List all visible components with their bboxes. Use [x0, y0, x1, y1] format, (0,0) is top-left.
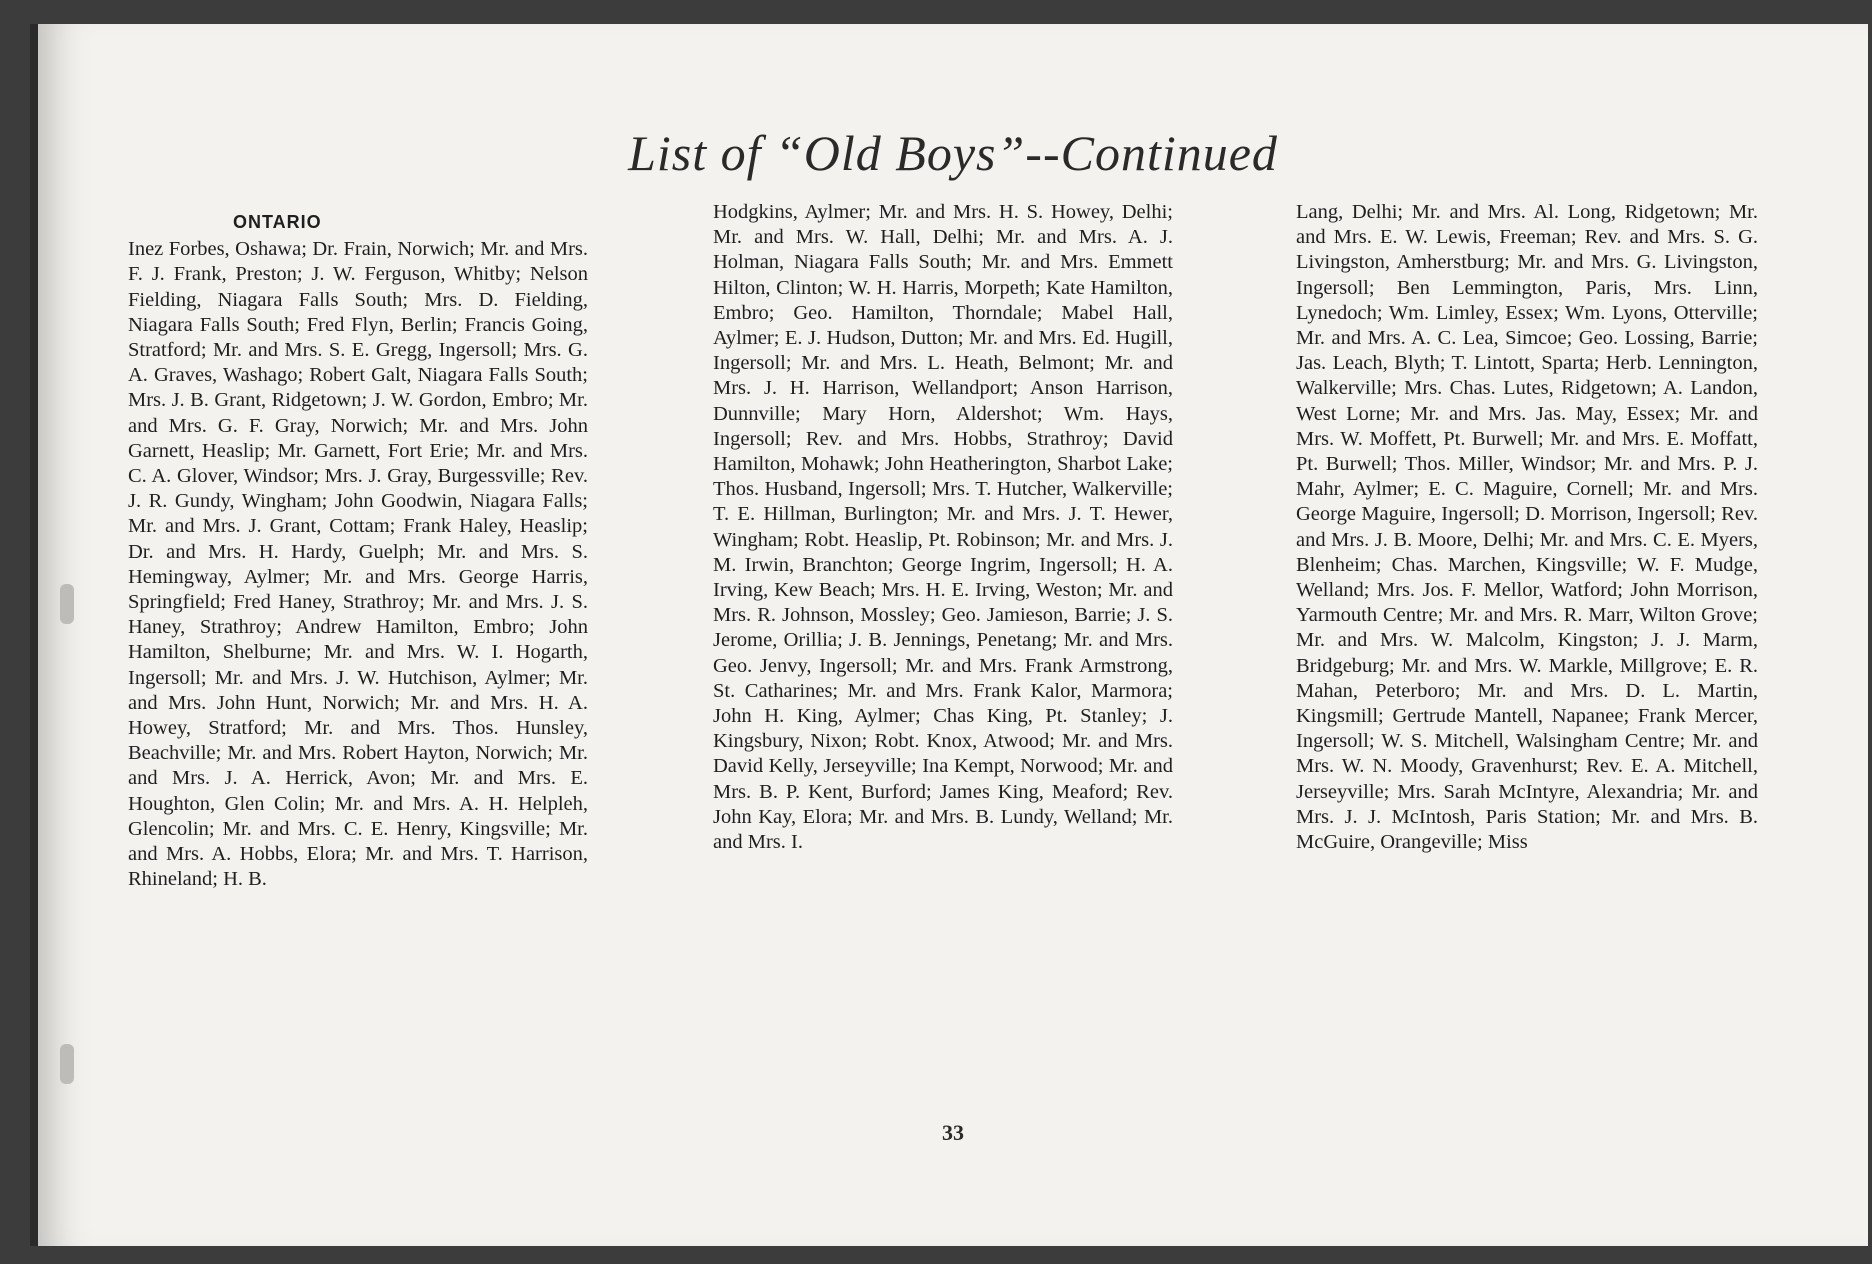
page-number: 33	[942, 1120, 964, 1145]
column-text: Inez Forbes, Oshawa; Dr. Frain, Norwich; Mr. and Mrs. F. J. Frank, Preston; J. W. Ferguson, Whitby; Nelson Fielding, Niagara Falls South; Mrs. D. Fielding, Niagara Falls South; Fred Flyn, Berlin; Francis Going, Stratford; Mr. and Mrs. S. E. Gregg, Ingersoll; Mrs. G. A. Graves, Washago; Robert Galt, Niagara Falls South; Mrs. J. B. Grant, Ridgetown; J. W. Gordon, Embro; Mr. and Mrs. G. F. Gray, Norwich; Mr. and Mrs. John Garnett, Heaslip; Mr. Garnett, Fort Erie; Mr. and Mrs. C. A. Glover, Windsor; Mrs. J. Gray, Burgessville; Rev. J. R. Gundy, Wingham; John Goodwin, Niagara Falls; Mr. and Mrs. J. Grant, Cottam; Frank Haley, Heaslip; Dr. and Mrs. H. Hardy, Guelph; Mr. and Mrs. S. Hemingway, Aylmer; Mr. and Mrs. George Harris, Springfield; Fred Haney, Strathroy; Mr. and Mrs. J. S. Haney, Strathroy; Andrew Hamilton, Embro; John Hamilton, Shelburne; Mr. and Mrs. W. I. Hogarth, Ingersoll; Mr. and Mrs. J. W. Hutchison, Aylmer; Mr. and Mrs. John Hunt, Norwich; Mr. and Mrs. H. A. Howey, Stratford; Mr. and Mrs. Thos. Hunsley, Beachville; Mr. and Mrs. Robert Hayton, Norwich; Mr. and Mrs. J. A. Herrick, Avon; Mr. and Mrs. E. Houghton, Glen Colin; Mr. and Mrs. A. H. Helpleh, Glencolin; Mr. and Mrs. C. E. Henry, Kingsville; Mr. and Mrs. A. Hobbs, Elora; Mr. and Mrs. T. Harrison, Rhineland; H. B.	[128, 238, 588, 891]
column-text: Lang, Delhi; Mr. and Mrs. Al. Long, Ridgetown; Mr. and Mrs. E. W. Lewis, Freeman; Rev. and Mrs. S. G. Livingston, Amherstburg; Mr. and Mrs. G. Livingston, Ingersoll; Ben Lemmington, Paris, Mrs. Linn, Lynedoch; Wm. Limley, Essex; Wm. Lyons, Otterville; Mr. and Mrs. A. C. Lea, Simcoe; Geo. Lossing, Barrie; Jas. Leach, Blyth; T. Lintott, Sparta; Herb. Lennington, Walkerville; Mrs. Chas. Lutes, Ridgetown; A. Landon, West Lorne; Mr. and Mrs. Jas. May, Essex; Mr. and Mrs. W. Moffett, Pt. Burwell; Mr. and Mrs. E. Moffatt, Pt. Burwell; Thos. Miller, Windsor; Mr. and Mrs. P. J. Mahr, Aylmer; E. C. Maguire, Cornell; Mr. and Mrs. George Maguire, Ingersoll; D. Morrison, Ingersoll; Rev. and Mrs. J. B. Moore, Delhi; Mr. and Mrs. C. E. Myers, Blenheim; Chas. Marchen, Kingsville; W. F. Mudge, Welland; Mrs. Jos. F. Mellor, Watford; John Morrison, Yarmouth Centre; Mr. and Mrs. R. Marr, Wilton Grove; Mr. and Mrs. W. Malcolm, Kingston; J. J. Marm, Bridgeburg; Mr. and Mrs. W. Markle, Millgrove; E. R. Mahan, Peterboro; Mr. and Mrs. D. L. Martin, Kingsmill; Gertrude Mantell, Napanee; Frank Mercer, Ingersoll; W. S. Mitchell, Walsingham Centre; Mr. and Mrs. W. N. Moody, Gravenhurst; Rev. E. A. Mitchell, Jerseyville; Mrs. Sarah McIntyre, Alexandria; Mr. and Mrs. J. J. McIntosh, Paris Station; Mr. and Mrs. B. McGuire, Orangeville; Miss	[1296, 201, 1758, 854]
page-title: List of “Old Boys”--Continued	[628, 125, 1278, 181]
column-text: Hodgkins, Aylmer; Mr. and Mrs. H. S. Howey, Delhi; Mr. and Mrs. W. Hall, Delhi; Mr. and Mrs. A. J. Holman, Niagara Falls South; Mr. and Mrs. Emmett Hilton, Clinton; W. H. Harris, Morpeth; Kate Hamilton, Embro; Geo. Hamilton, Thorndale; Mabel Hall, Aylmer; E. J. Hudson, Dutton; Mr. and Mrs. Ed. Hugill, Ingersoll; Mr. and Mrs. L. Heath, Belmont; Mr. and Mrs. J. H. Harrison, Wellandport; Anson Harrison, Dunnville; Mary Horn, Aldershot; Wm. Hays, Ingersoll; Rev. and Mrs. Hobbs, Strathroy; David Hamilton, Mohawk; John Heatherington, Sharbot Lake; Thos. Husband, Ingersoll; Mrs. T. Hutcher, Walkerville; T. E. Hillman, Burlington; Mr. and Mrs. J. T. Hewer, Wingham; Robt. Heaslip, Pt. Robinson; Mr. and Mrs. J. M. Irwin, Branchton; George Ingrim, Ingersoll; H. A. Irving, Kew Beach; Mrs. H. E. Irving, Weston; Mr. and Mrs. R. Johnson, Mossley; Geo. Jamieson, Barrie; J. S. Jerome, Orillia; J. B. Jennings, Penetang; Mr. and Mrs. Geo. Jenvy, Ingersoll; Mr. and Mrs. Frank Armstrong, St. Catharines; Mr. and Mrs. Frank Kalor, Marmora; John H. King, Aylmer; Chas King, Pt. Stanley; J. Kingsbury, Nixon; Robt. Knox, Atwood; Mr. and Mrs. David Kelly, Jerseyville; Ina Kempt, Norwood; Mr. and Mrs. B. P. Kent, Burford; James King, Meaford; Rev. John Kay, Elora; Mr. and Mrs. B. Lundy, Welland; Mr. and Mrs. I.	[713, 201, 1173, 854]
binding-mark	[60, 584, 74, 624]
binding-mark	[60, 1044, 74, 1084]
column-2	[713, 200, 1173, 855]
book-page	[30, 24, 1868, 1246]
section-heading: ONTARIO	[233, 212, 322, 232]
column-3	[1296, 200, 1758, 855]
column-1	[128, 210, 588, 892]
